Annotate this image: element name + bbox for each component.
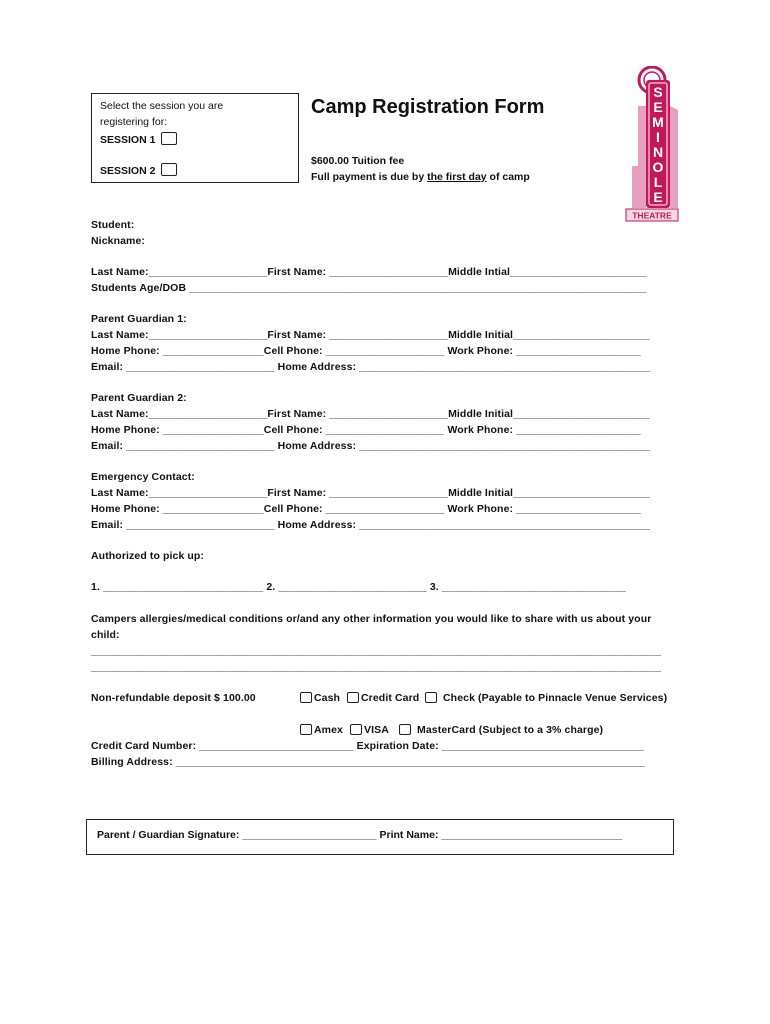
medical-blank-line2[interactable]: ________________________________________________________________________________________________	[91, 661, 662, 673]
check-label: Check (Payable to Pinnacle Venue Services)	[443, 692, 668, 704]
billing-address-line[interactable]: Billing Address: _______________________________________________________________________________	[91, 756, 645, 768]
logo-letter: E	[653, 189, 663, 205]
visa-label: VISA	[364, 724, 389, 736]
logo-letter: L	[653, 174, 663, 190]
logo-letter: E	[653, 99, 663, 115]
logo-letter: M	[652, 114, 664, 130]
tuition-fee: $600.00 Tuition fee	[311, 155, 405, 167]
visa-checkbox[interactable]	[350, 724, 362, 735]
parent2-email-line[interactable]: Email: _________________________ Home Address: _________________________________________________	[91, 440, 651, 452]
medical-blank-line1[interactable]: ________________________________________________________________________________________________	[91, 645, 662, 657]
emergency-name-line[interactable]: Last Name:____________________First Name: ____________________Middle Initial_______________________	[91, 487, 650, 499]
due-underlined: the first day	[427, 171, 487, 183]
parent1-email-line[interactable]: Email: _________________________ Home Address: _________________________________________________	[91, 361, 651, 373]
visa-option[interactable]	[350, 724, 389, 736]
session-selection-box	[91, 93, 299, 183]
parent1-phone-line[interactable]: Home Phone: _________________Cell Phone: ____________________ Work Phone: _____________________	[91, 345, 641, 357]
deposit-label: Non-refundable deposit $ 100.00	[91, 692, 256, 704]
amex-checkbox[interactable]	[300, 724, 312, 735]
medical-prompt-line1: Campers allergies/medical conditions or/and any other information you would like to share with us about your	[91, 613, 652, 625]
amex-label: Amex	[314, 724, 343, 736]
student-label: Student:	[91, 219, 135, 231]
logo-letter: S	[653, 84, 663, 100]
student-name-line[interactable]: Last Name:____________________First Name: ____________________Middle Intial_______________________	[91, 266, 647, 278]
parent2-name-line[interactable]: Last Name:____________________First Name: ____________________Middle Initial_______________________	[91, 408, 650, 420]
seminole-theatre-logo	[622, 66, 684, 226]
parent1-name-line[interactable]: Last Name:____________________First Name: ____________________Middle Initial_______________________	[91, 329, 650, 341]
emergency-heading: Emergency Contact:	[91, 471, 195, 483]
parent2-heading: Parent Guardian 2:	[91, 392, 187, 404]
parent1-heading: Parent Guardian 1:	[91, 313, 187, 325]
emergency-phone-line[interactable]: Home Phone: _________________Cell Phone: ____________________ Work Phone: _____________________	[91, 503, 641, 515]
session-1-checkbox[interactable]	[161, 132, 177, 145]
logo-letter: I	[656, 129, 660, 145]
credit-card-option[interactable]	[347, 692, 419, 704]
due-suffix: of camp	[486, 171, 530, 183]
session-1-label: SESSION 1	[100, 134, 156, 146]
payment-due-note	[311, 171, 530, 183]
credit-card-number-line[interactable]: Credit Card Number: __________________________ Expiration Date: __________________________________	[91, 740, 644, 752]
credit-card-label: Credit Card	[361, 692, 420, 704]
emergency-email-line[interactable]: Email: _________________________ Home Address: _________________________________________________	[91, 519, 651, 531]
session-prompt-line2: registering for:	[100, 116, 168, 128]
mastercard-option[interactable]	[399, 724, 603, 736]
mastercard-label: MasterCard (Subject to a 3% charge)	[417, 724, 604, 736]
mastercard-checkbox[interactable]	[399, 724, 411, 735]
amex-option[interactable]	[300, 724, 343, 736]
session-1-option[interactable]	[100, 132, 179, 146]
parent2-phone-line[interactable]: Home Phone: _________________Cell Phone: ____________________ Work Phone: _____________________	[91, 424, 641, 436]
session-2-checkbox[interactable]	[161, 163, 177, 176]
form-title: Camp Registration Form	[311, 96, 545, 118]
nickname-label: Nickname:	[91, 235, 146, 247]
credit-card-checkbox[interactable]	[347, 692, 359, 703]
check-option[interactable]	[425, 692, 667, 704]
check-checkbox[interactable]	[425, 692, 437, 703]
signature-line[interactable]: Parent / Guardian Signature: _______________________ Print Name: _______________________________	[97, 829, 623, 841]
logo-letter: O	[652, 159, 664, 175]
session-2-option[interactable]	[100, 163, 179, 177]
medical-prompt-line2: child:	[91, 629, 120, 641]
cash-label: Cash	[314, 692, 341, 704]
cash-checkbox[interactable]	[300, 692, 312, 703]
signature-box	[86, 819, 674, 855]
cash-option[interactable]	[300, 692, 340, 704]
session-2-label: SESSION 2	[100, 165, 156, 177]
due-prefix: Full payment is due by	[311, 171, 428, 183]
student-age-line[interactable]: Students Age/DOB _____________________________________________________________________________	[91, 282, 647, 294]
pickup-heading: Authorized to pick up:	[91, 550, 205, 562]
logo-sign-text: THEATRE	[632, 210, 672, 221]
logo-letter: N	[652, 144, 664, 160]
pickup-line[interactable]: 1. ___________________________ 2. _________________________ 3. _______________________________	[91, 581, 626, 593]
session-prompt-line1: Select the session you are	[100, 100, 224, 112]
